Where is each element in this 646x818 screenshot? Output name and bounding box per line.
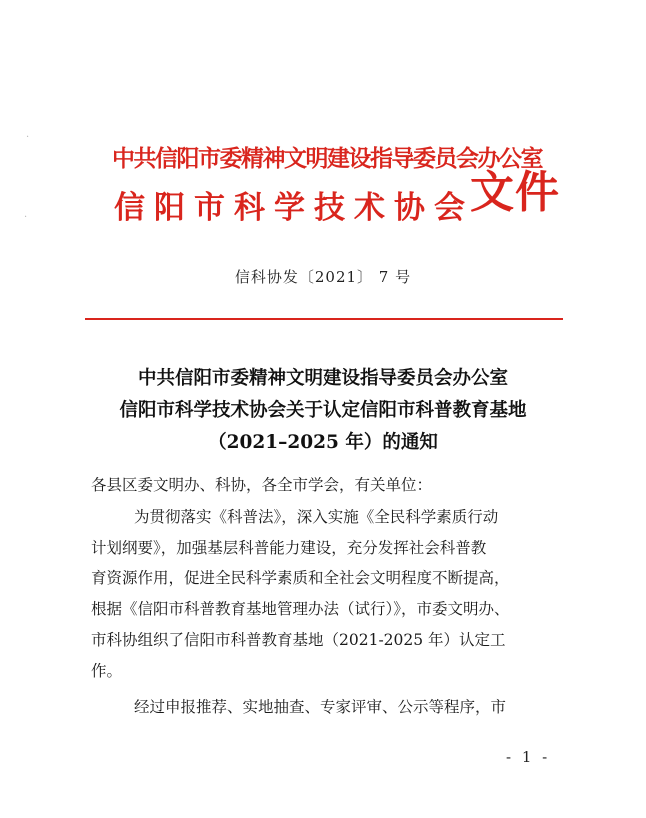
scan-speck: · [26,132,30,143]
header-issuer-line2: 信阳市科学技术协会 [114,190,474,226]
paragraph1-line: 为贯彻落实《科普法》，深入实施《全民科学素质行动 [134,508,499,526]
header-document-suffix: 文件 [470,167,560,218]
body-paragraphs [91,502,561,723]
paragraph2-line: 经过申报推荐、实地抽查、专家评审、公示等程序，市 [134,698,507,717]
paragraph1-line: 育资源作用，促进全民科学素质和全社会文明程度不断提高， [91,569,510,588]
document-number: 信科协发〔2021〕 7 号 [234,268,412,286]
title-line-1: 中共信阳市委精神文明建设指导委员会办公室 [137,368,508,389]
page-number: - 1 - [506,748,551,766]
red-header [112,138,560,228]
salutation: 各县区委文明办、科协，各全市学会，有关单位： [91,476,433,494]
paragraph1-line: 计划纲要》，加强基层科普能力建设，充分发挥社会科普教 [91,538,487,557]
header-issuer-line1: 中共信阳市委精神文明建设指导委员会办公室 [112,146,542,172]
paragraph1-line: 根据《信阳市科普教育基地管理办法（试行）》，市委文明办、 [91,600,510,619]
title-line-2: 信阳市科学技术协会关于认定信阳市科普教育基地 [119,400,527,421]
red-divider-line [85,318,563,320]
paragraph1-line: 作。 [91,661,123,680]
scan-speck: · [24,212,28,223]
paragraph1-line: 市科协组织了信阳市科普教育基地（2021-2025 年）认定工 [91,630,506,649]
title-line-3: （2021–2025 年）的通知 [208,432,438,453]
